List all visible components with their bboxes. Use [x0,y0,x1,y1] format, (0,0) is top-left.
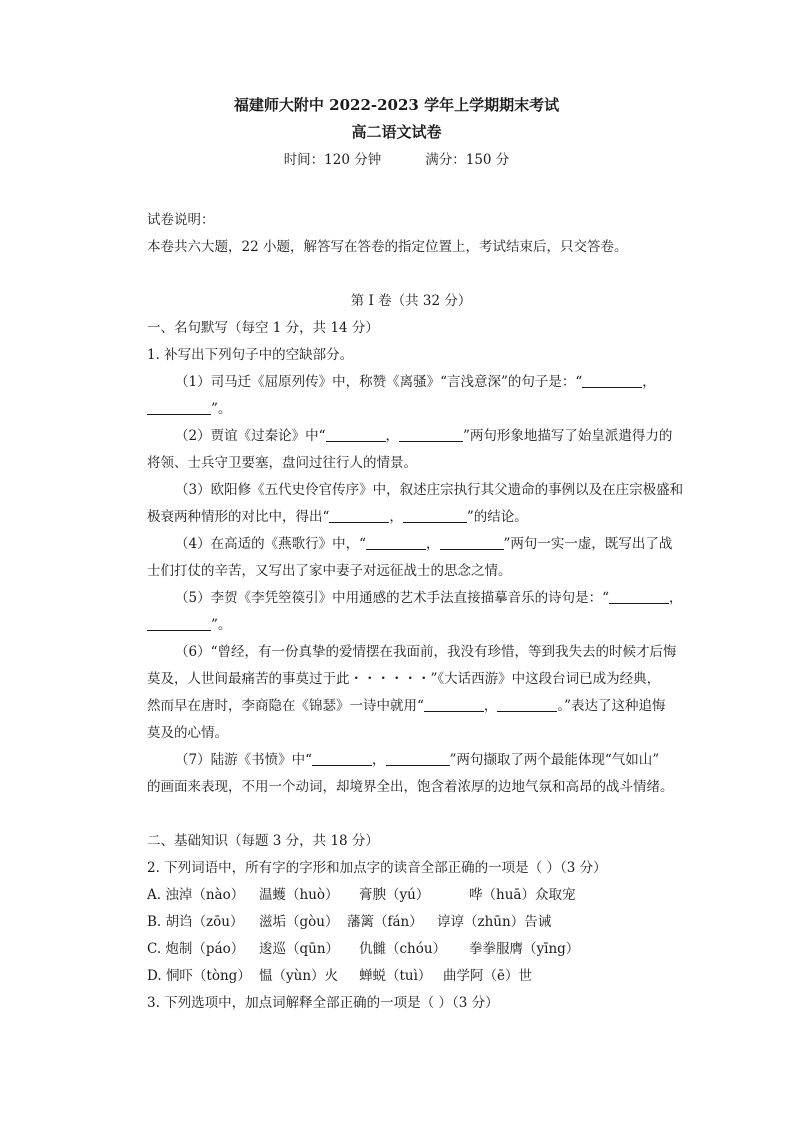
q1-item-1-line-2: ”。 [147,396,675,423]
q2-option-b[interactable]: B. 胡诌（zōu） 滋垢（gòu） 藩篱（fán） 谆谆（zhūn）告诫 [147,914,552,930]
exam-time: 时间：120 分钟 [283,152,382,168]
intro-text: 本卷共六大题，22 小题，解答写在答卷的指定位置上，考试结束后，只交答卷。 [147,239,628,255]
answer-blank[interactable] [329,508,389,523]
q1-item-7-line-1: （7）陆游《书愤》中“ ， ”两句撷取了两个最能体现“气如山” [175,752,660,768]
q1-item-6-line-1: （6）“曾经，有一份真挚的爱情摆在我面前，我没有珍惜，等到我失去的时候才后悔 [175,644,677,660]
q1-item-1-line-1: （1）司马迁《屈原列传》中，称赞《离骚》“言浅意深”的句子是：“ ， [175,374,656,390]
q2-option-c[interactable]: C. 炮制（páo） 逡巡（qūn） 仇雠（chóu） 拳拳服膺（yīng） [147,941,580,957]
answer-blank[interactable] [312,751,372,766]
intro-label: 试卷说明： [147,212,215,228]
exam-title: 福建师大附中 2022-2023 学年上学期期末考试 [233,96,560,114]
q1-item-4-line-1: （4）在高适的《燕歌行》中，“ ， ”两句一实一虚，既写出了战 [175,536,673,552]
q1-item-5-line-2: ”。 [147,612,675,639]
exam-subtitle: 高二语文试卷 [351,123,442,141]
answer-blank[interactable] [386,751,450,766]
answer-blank[interactable] [147,616,211,631]
question-2: 2. 下列词语中，所有字的字形和加点字的读音全部正确的一项是（ ）（3 分） [147,860,607,876]
question-3: 3. 下列选项中，加点词解释全部正确的一项是（ ）（3 分） [147,995,499,1011]
q1-item-4-line-2: 士们打仗的辛苦，又写出了家中妻子对远征战士的思念之情。 [147,563,512,579]
q1-item-6-line-2: 莫及，人世间最痛苦的事莫过于此・・・・・・”《大话西游》中这段台词已成为经典， [147,671,661,687]
answer-blank[interactable] [582,373,642,388]
q2-option-d[interactable]: D. 恫吓（tòng） 愠（yùn）火 蝉蜕（tuì） 曲学阿（ē）世 [147,968,532,984]
exam-score: 满分：150 分 [425,152,510,168]
q1-item-2-line-1: （2）贾谊《过秦论》中“ ， ”两句形象地描写了始皇派遣得力的 [175,428,673,444]
q1-item-7-line-2: 的画面来表现，不用一个动词，却境界全出，饱含着浓厚的边地气氛和高昂的战斗情绪。 [147,779,674,795]
section1-heading: 一、名句默写（每空 1 分，共 14 分） [147,320,379,336]
answer-blank[interactable] [403,508,467,523]
answer-blank[interactable] [424,697,484,712]
exam-meta [0,151,793,169]
volume-heading: 第 I 卷（共 32 分） [350,293,472,309]
answer-blank[interactable] [366,535,426,550]
q1-item-2-line-2: 将领、士兵守卫要塞，盘问过往行人的情景。 [147,455,417,471]
answer-blank[interactable] [440,535,504,550]
answer-blank[interactable] [497,697,557,712]
question-1: 1. 补写出下列句子中的空缺部分。 [147,347,354,363]
q1-item-5-line-1: （5）李贺《李凭箜篌引》中用通感的艺术手法直接描摹音乐的诗句是：“ ， [175,590,683,606]
answer-blank[interactable] [399,427,463,442]
q1-item-6-line-4: 莫及的心情。 [147,725,228,741]
q1-item-3-line-1: （3）欧阳修《五代史伶官传序》中，叙述庄宗执行其父遗命的事例以及在庄宗极盛和 [175,482,684,498]
q1-item-3-line-2: 极衰两种情形的对比中，得出“ ， ”的结论。 [147,509,528,525]
exam-header [0,96,793,169]
answer-blank[interactable] [326,427,386,442]
exam-body [147,207,684,1017]
section2-heading: 二、基础知识（每题 3 分，共 18 分） [147,833,379,849]
answer-blank[interactable] [147,400,211,415]
q1-item-6-line-3: 然而早在唐时，李商隐在《锦瑟》一诗中就用“ ， 。”表达了这种追悔 [147,698,666,714]
q2-option-a[interactable]: A. 浊淖（nào） 温蠖（huò） 膏腴（yú） 哗（huā）众取宠 [147,887,576,903]
answer-blank[interactable] [609,589,669,604]
